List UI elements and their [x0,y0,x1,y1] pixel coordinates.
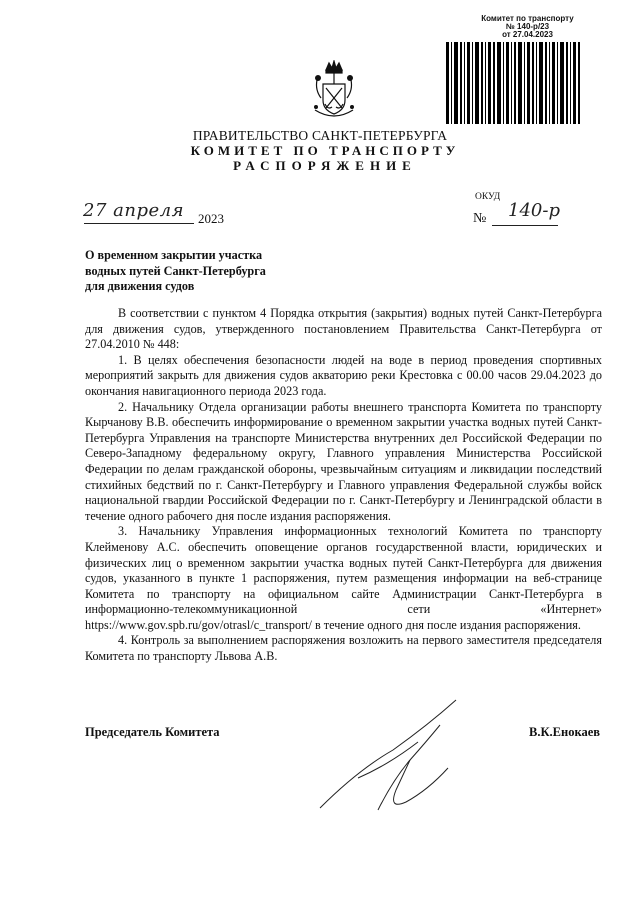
committee-title: КОМИТЕТ ПО ТРАНСПОРТУ [190,143,460,158]
handwritten-signature [318,690,468,840]
item-paragraph-3: 3. Начальнику Управления информационных технологий Комитета по транспорту Клейменову А.С. обеспечить оповещение органов государственной власти, юридических и физических лиц о временном закрытии участка водных путей Санкт-Петербурга для движения судов, указанного в пункте 1 распоряжения, путем размещения информации на веб-странице Комитета по транспорту на официальном сайте Администрации Санкт-Петербурга в информационно-телекоммуникационной сети «Интернет» https://www.gov.spb.ru/gov/otrasl/c_transport/ в течение одного дня после издания распоряжения. [85,524,602,632]
signatory-name: В.К.Енокаев [529,725,601,739]
item-paragraph-1: 1. В целях обеспечения безопасности людей на воде в период проведения спортивных мероприятий закрыть для движения судов акваторию реки Крестовка с 00.00 часов 29.04.2023 до окончания навигационного периода 2023 года. [85,352,602,398]
okud-label: ОКУД [475,192,501,202]
item-paragraph-4: 4. Контроль за выполнением распоряжения возложить на первого заместителя председателя Комитета по транспорту Львова А.В. [85,633,602,664]
signatory-title: Председатель Комитета [85,725,220,739]
date-underline [84,223,194,224]
title-line: водных путей Санкт-Петербурга [85,263,266,278]
number-underline [492,225,558,226]
document-title [85,248,315,295]
number-label: № [473,211,487,226]
stamp-line-date: от 27.04.2023 [502,30,553,39]
title-line: О временном закрытии участка [85,248,263,262]
stamp-line-number: № 140-р/23 [505,22,550,31]
barcode [446,42,580,124]
document-body [85,306,602,665]
item-paragraph-2: 2. Начальнику Отдела организации работы внешнего транспорта Комитета по транспорту Кырчанову В.В. обеспечить информирование о временном закрытии участка водных путей Санкт-Петербурга Управления на транспорте Министерства внутренних дел Российской Федерации по Северо-Западному федеральному округу, Главного управления Министерства Российской Федерации по делам гражданской обороны, чрезвычайным ситуациям и ликвидации последствий стихийных бедствий по г. Санкт-Петербургу и Главного управления Федеральной службы войск национальной гвардии Российской Федерации по г. Санкт-Петербургу и Ленинградской области в течение одного рабочего дня после издания распоряжения. [85,399,602,523]
stamp-line-committee: Комитет по транспорту [481,14,574,23]
coat-of-arms-icon [311,60,357,120]
registration-stamp [470,15,585,39]
date-handwritten: 27 апреля [83,200,185,221]
government-title: ПРАВИТЕЛЬСТВО САНКТ-ПЕТЕРБУРГА [192,128,448,143]
number-handwritten: 140-р [508,200,560,221]
date-year: 2023 [198,211,224,226]
intro-paragraph: В соответствии с пунктом 4 Порядка открытия (закрытия) водных путей Санкт-Петербурга для движения судов, утвержденного постановлением Правительства Санкт-Петербурга от 27.04.2010 № 448: [85,306,602,352]
document-type: РАСПОРЯЖЕНИЕ [233,158,417,173]
title-line: для движения судов [85,279,195,293]
